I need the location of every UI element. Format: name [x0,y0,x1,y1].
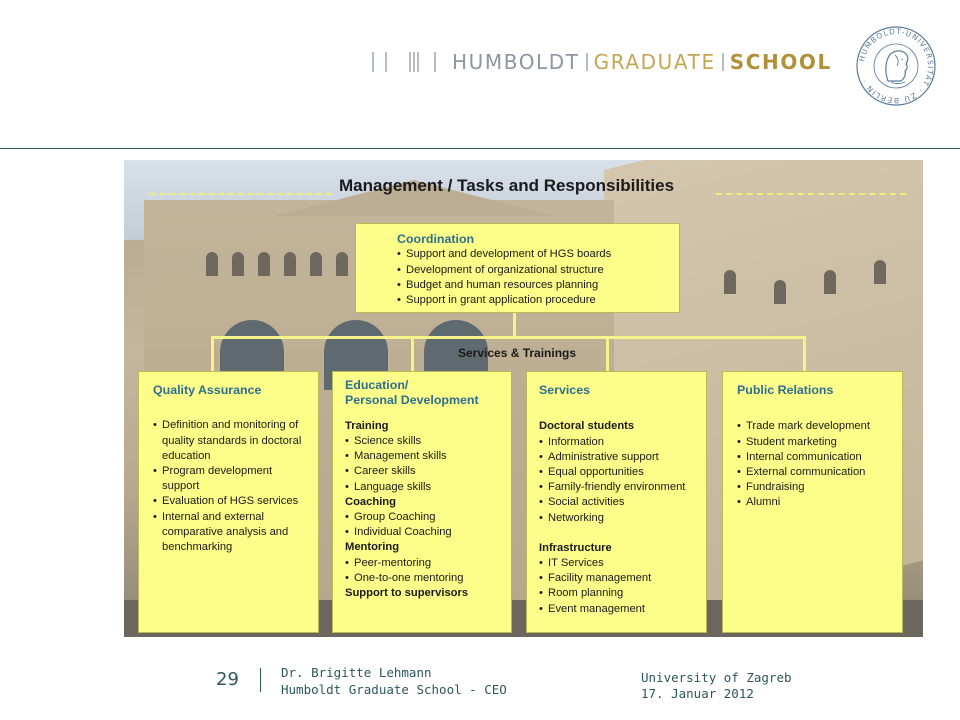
list-item: • Fundraising [737,480,896,495]
list-item: • Individual Coaching [345,525,505,540]
list-item: • Alumni [737,495,896,510]
infrastructure-list [539,556,700,617]
list-item: • Support in grant application procedure [397,293,669,308]
list-item: • Development of organizational structure [397,263,669,278]
mentoring-list [345,556,505,586]
list-item: • One-to-one mentoring [345,571,505,586]
presentation-date: 17. Januar 2012 [641,686,754,701]
education-box [332,371,512,633]
venue: University of Zagreb [641,670,792,685]
brand-word-humboldt: HUMBOLDT [452,50,580,74]
mentoring-heading: Mentoring [345,541,400,554]
author-name: Dr. Brigitte Lehmann [281,665,432,680]
public-relations-title: Public Relations [737,383,834,397]
list-item: • Event management [539,602,700,617]
list-item: • Student marketing [737,435,896,450]
services-box [526,371,707,633]
svg-text:HUMBOLDT-UNIVERSITÄT · ZU BERL: HUMBOLDT-UNIVERSITÄT · ZU BERLIN · [857,26,936,106]
list-item: • Networking [539,511,700,526]
list-item: • Internal communication [737,450,896,465]
slide-header [0,0,960,150]
list-item: • Room planning [539,586,700,601]
services-title: Services [539,383,590,397]
coaching-list [345,510,505,540]
quality-assurance-box [138,371,319,633]
title-dash-right [716,193,906,195]
list-item: • IT Services [539,556,700,571]
supervisors-heading: Support to supervisors [345,587,469,600]
list-item: • Trade mark development [737,419,896,434]
connector-label: Services & Trainings [458,346,577,360]
list-item: • Budget and human resources planning [397,278,669,293]
list-item: • Support and development of HGS boards [397,247,669,262]
coordination-list [397,247,669,308]
connector-drop-education [411,336,414,372]
brand-word-graduate: GRADUATE [593,50,716,74]
quality-assurance-list [153,418,310,555]
public-relations-box [722,371,903,633]
list-item: • Family-friendly environment [539,480,700,495]
connector-drop-services [606,336,609,372]
list-item: • Social activities [539,495,700,510]
training-heading: Training [345,419,389,432]
coordination-title: Coordination [397,232,475,246]
list-item: • Definition and monitoring of quality standards in doctoral education [153,418,310,464]
connector-drop-pr [803,336,806,372]
connector-vertical-top [513,313,516,338]
diagram-title: Management / Tasks and Responsibilities [339,176,675,195]
list-item: • Career skills [345,464,505,479]
title-dash-left [150,193,332,195]
infrastructure-heading: Infrastructure [539,541,612,554]
education-title-line1: Education/ [345,378,409,392]
header-divider [0,148,960,149]
brand-word-school: SCHOOL [729,50,832,74]
author-role: Humboldt Graduate School - CEO [281,682,507,697]
footer-separator [260,668,261,692]
list-item: • Facility management [539,571,700,586]
list-item: • Management skills [345,449,505,464]
education-title-line2: Personal Development [345,393,479,408]
list-item: • Equal opportunities [539,465,700,480]
list-item: • Evaluation of HGS services [153,494,310,509]
list-item: • External communication [737,465,896,480]
coordination-box [355,223,680,313]
training-list [345,434,505,495]
brand-wordmark [452,50,832,74]
humboldt-university-seal-icon [855,25,937,107]
coaching-heading: Coaching [345,495,396,508]
page-number: 29 [216,669,239,690]
list-item: • Information [539,435,700,450]
doctoral-students-list [539,435,700,526]
doctoral-students-heading: Doctoral students [539,420,635,433]
list-item: • Language skills [345,480,505,495]
list-item: • Program development support [153,464,310,494]
quality-assurance-title: Quality Assurance [153,383,262,397]
list-item: • Internal and external comparative analysis and benchmarking [153,510,310,556]
list-item: • Science skills [345,434,505,449]
list-item: • Administrative support [539,450,700,465]
list-item: • Group Coaching [345,510,505,525]
public-relations-list [737,419,896,510]
list-item: • Peer-mentoring [345,556,505,571]
connector-drop-qa [211,336,214,372]
connector-horizontal [211,336,806,339]
